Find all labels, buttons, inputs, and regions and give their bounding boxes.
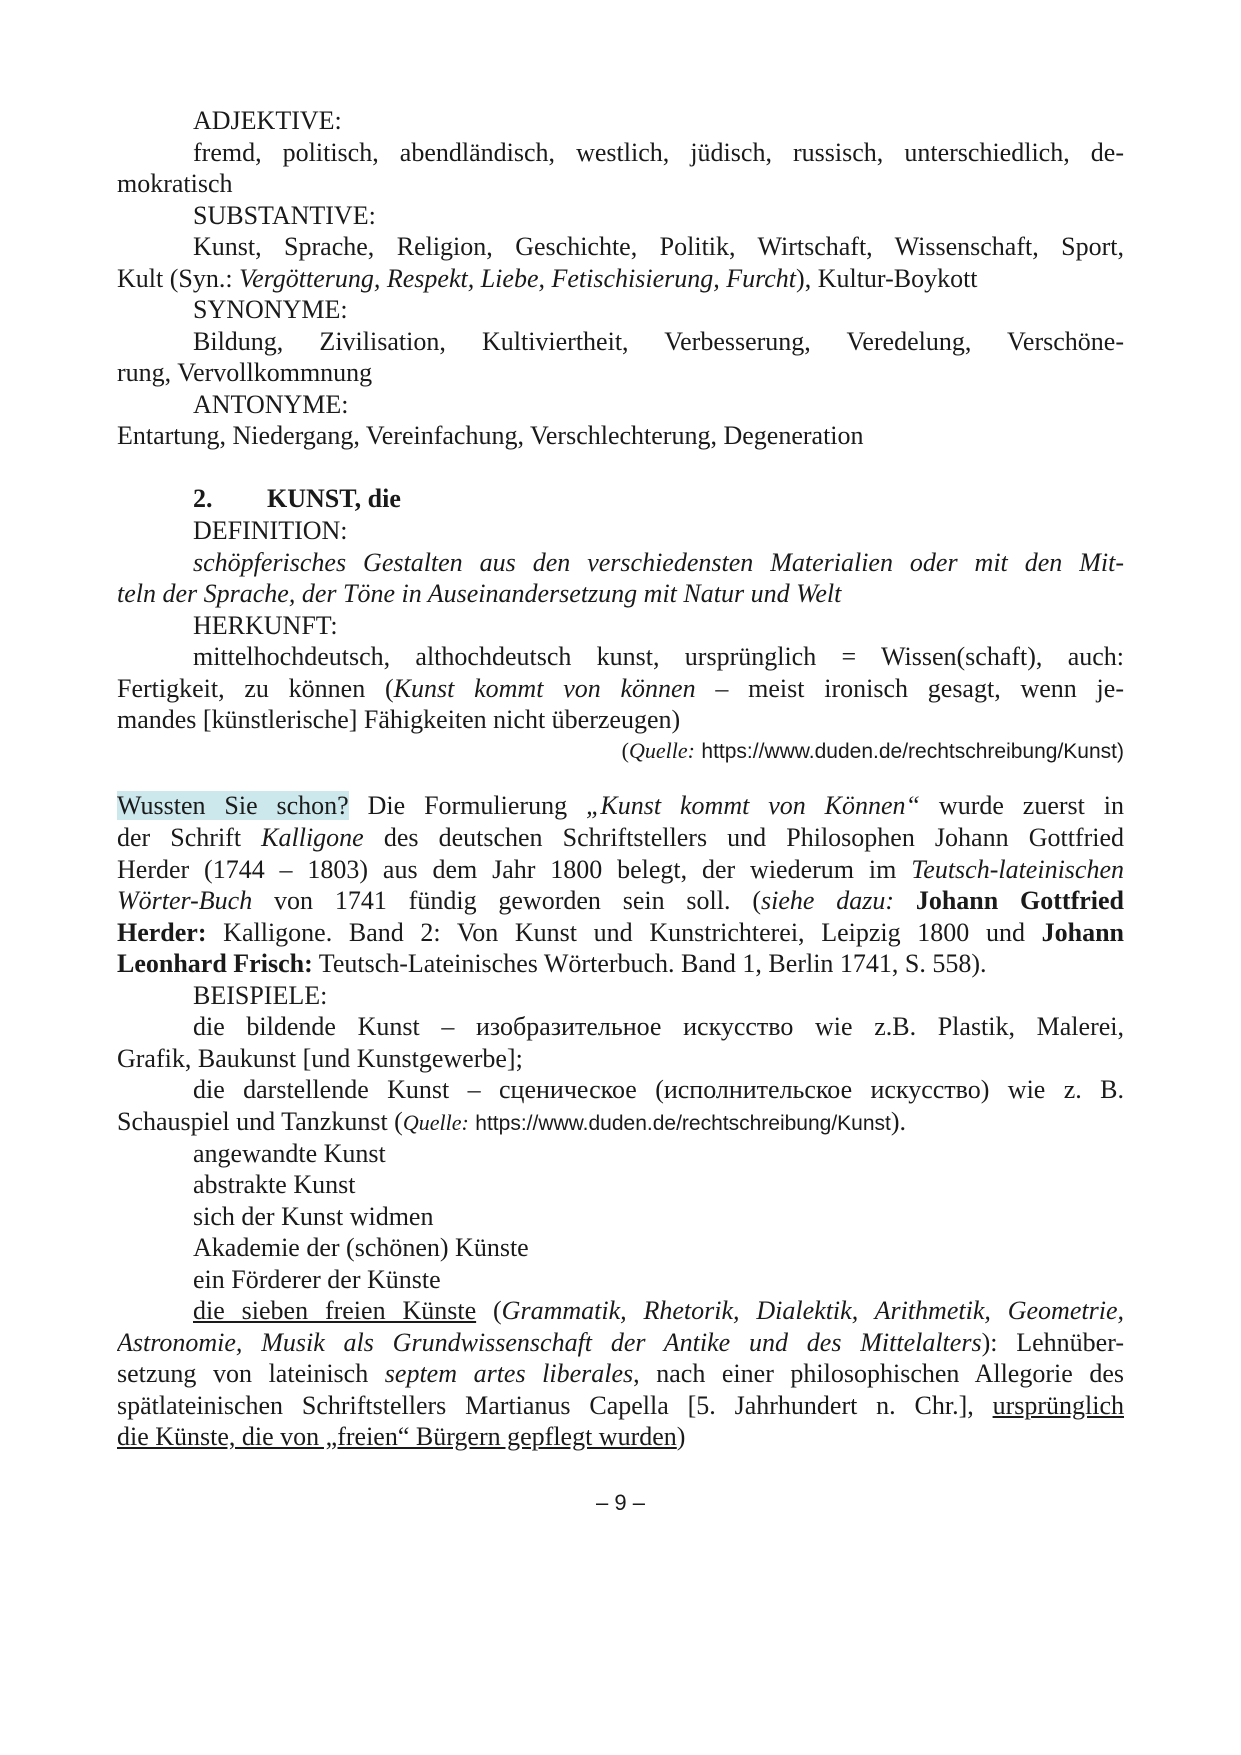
fact-line: Leonhard Frisch: Teutsch-Lateinisches Wörterbuch. Band 1, Berlin 1741, S. 558). [117,949,987,978]
source-url: https://www.duden.de/rechtschreibung/Kunst [701,740,1117,763]
example-line: setzung von lateinisch septem artes liberales, nach einer philosophischen Allegorie des [117,1359,1124,1388]
definition-line: schöpferisches Gestalten aus den verschiedensten Materialien oder mit den Mit- [193,548,1124,577]
herkunft-heading: HERKUNFT: [193,611,338,640]
adjektive-line: mokratisch [117,169,233,198]
herkunft-line: mandes [künstlerische] Fähigkeiten nicht überzeugen) [117,705,681,734]
synonym-list: Vergötterung, Respekt, Liebe, Fetischisierung, Furcht [239,264,797,293]
example-line: die sieben freien Künste (Grammatik, Rhetorik, Dialektik, Arithmetik, Geometrie, [193,1296,1124,1325]
adjektive-line: fremd, politisch, abendländisch, westlich, jüdisch, russisch, unterschiedlich, de- [193,138,1124,167]
substantive-line: Kult (Syn.: Vergötterung, Respekt, Liebe, Fetischisierung, Furcht), Kultur-Boykott [117,264,978,293]
section-title-text: KUNST, die [267,484,401,513]
example-item: sich der Kunst widmen [193,1202,434,1231]
example-line: Schauspiel und Tanzkunst (Quelle: https://www.duden.de/rechtschreibung/Kunst). [117,1107,907,1136]
substantive-heading: SUBSTANTIVE: [193,201,376,230]
beispiele-heading: BEISPIELE: [193,981,328,1010]
example-item: angewandte Kunst [193,1139,386,1168]
fact-line: Wussten Sie schon? Die Formulierung „Kunst kommt von Können“ wurde zuerst in [117,791,1124,820]
substantive-line: Kunst, Sprache, Religion, Geschichte, Politik, Wirtschaft, Wissenschaft, Sport, [193,232,1124,261]
synonyme-heading: SYNONYME: [193,295,348,324]
example-line: Grafik, Baukunst [und Kunstgewerbe]; [117,1044,523,1073]
example-item: abstrakte Kunst [193,1170,356,1199]
example-item: Akademie der (schönen) Künste [193,1233,529,1262]
fact-line: Herder (1744 – 1803) aus dem Jahr 1800 belegt, der wiederum im Teutsch-lateinischen [117,855,1124,884]
example-line: die bildende Kunst – изобразительное искусство wie z.B. Plastik, Malerei, [193,1012,1124,1041]
example-item: ein Förderer der Künste [193,1265,441,1294]
document-page [117,0,1124,1755]
definition-heading: DEFINITION: [193,516,348,545]
example-line: die darstellende Kunst – сценическое (исполнительское искусство) wie z. B. [193,1075,1124,1104]
antonyme-heading: ANTONYME: [193,390,349,419]
synonyme-line: Bildung, Zivilisation, Kultiviertheit, Verbesserung, Veredelung, Verschöne- [193,327,1124,356]
source-citation: (Quelle: https://www.duden.de/rechtschreibung/Kunst) [621,738,1124,763]
source-url: https://www.duden.de/rechtschreibung/Kunst [475,1112,891,1135]
antonyme-line: Entartung, Niedergang, Vereinfachung, Verschlechterung, Degeneration [117,421,864,450]
page-number: – 9 – [596,1490,645,1515]
section-number: 2. [193,484,213,513]
definition-line: teln der Sprache, der Töne in Auseinandersetzung mit Natur und Welt [117,579,842,608]
section-title [117,481,1124,516]
example-line: Astronomie, Musik als Grundwissenschaft der Antike und des Mittelalters): Lehnüber- [117,1328,1124,1357]
fact-line: der Schrift Kalligone des deutschen Schriftstellers und Philosophen Johann Gottfried [117,823,1124,852]
wussten-highlight: Wussten Sie schon? [117,791,349,820]
herkunft-line: Fertigkeit, zu können (Kunst kommt von können – meist ironisch gesagt, wenn je- [117,674,1124,703]
fact-line: Wörter-Buch von 1741 fündig geworden sein soll. (siehe dazu: Johann Gottfried [117,886,1124,915]
herkunft-line: mittelhochdeutsch, althochdeutsch kunst, ursprünglich = Wissen(schaft), auch: [193,642,1124,671]
fact-line: Herder: Kalligone. Band 2: Von Kunst und Kunstrichterei, Leipzig 1800 und Johann [117,918,1124,947]
adjektive-heading: ADJEKTIVE: [193,106,342,135]
example-line: die Künste, die von „freien“ Bürgern gepflegt wurden) [117,1422,686,1451]
example-line: spätlateinischen Schriftstellers Martianus Capella [5. Jahrhundert n. Chr.], ursprünglich [117,1391,1124,1420]
synonyme-line: rung, Vervollkommnung [117,358,373,387]
